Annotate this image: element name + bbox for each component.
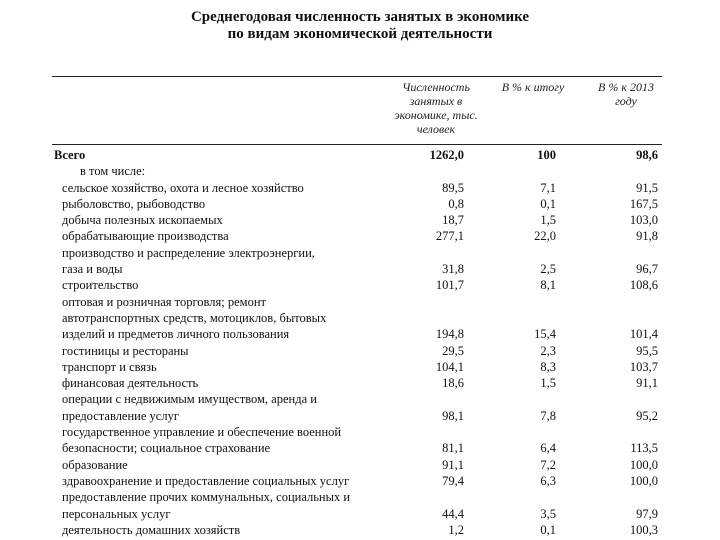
table-row [0, 163, 720, 179]
employed-cell: 1262,0 [429, 148, 464, 162]
row-label: изделий и предметов личного пользования [62, 327, 290, 342]
row-label: в том числе: [80, 164, 146, 179]
table-row [0, 343, 720, 359]
table-row [0, 440, 720, 456]
vs2013-cell: 100,0 [629, 457, 658, 472]
table-row [0, 228, 720, 244]
table-row [0, 408, 720, 424]
table-row [0, 310, 720, 326]
table-row [0, 522, 720, 538]
share-cell: 0,1 [540, 522, 556, 537]
share-cell: 7,1 [540, 180, 556, 195]
row-label: транспорт и связь [62, 359, 157, 374]
table-row [0, 245, 720, 261]
employed-cell: 89,5 [442, 180, 464, 195]
employed-cell: 0,8 [448, 196, 464, 211]
table-row [0, 326, 720, 342]
table-row [0, 277, 720, 293]
row-label: газа и воды [62, 262, 123, 277]
row-label: оптовая и розничная торговля; ремонт [62, 294, 266, 309]
row-label: безопасности; социальное страхование [62, 441, 271, 456]
row-label: строительство [62, 278, 139, 293]
table-title: Среднегодовая численность занятых в экономике [190, 9, 530, 25]
employed-cell: 98,1 [442, 408, 464, 423]
employed-cell: 104,1 [435, 359, 464, 374]
row-label: рыболовство, рыбоводство [62, 196, 206, 211]
vs2013-cell: 103,0 [629, 213, 658, 228]
employed-cell: 91,1 [442, 457, 464, 472]
vs2013-cell: 91,1 [636, 376, 658, 391]
table-row [0, 489, 720, 505]
table-row [0, 506, 720, 522]
row-label: финансовая деятельность [62, 376, 199, 391]
employed-cell: 31,8 [442, 262, 464, 277]
table-row [0, 180, 720, 196]
vs2013-cell: 113,5 [630, 441, 658, 456]
row-label: образование [62, 457, 128, 472]
vs2013-cell: 91,8 [636, 229, 658, 244]
share-cell: 0,1 [540, 196, 556, 211]
employed-cell: 44,4 [442, 506, 464, 521]
table-row [0, 473, 720, 489]
row-label: государственное управление и обеспечение военной [62, 425, 342, 440]
share-cell: 100 [537, 148, 556, 162]
table-row [0, 457, 720, 473]
employed-cell: 81,1 [442, 441, 464, 456]
vs2013-cell: 167,5 [629, 196, 658, 211]
row-label: персональных услуг [62, 506, 171, 521]
share-cell: 22,0 [534, 229, 556, 244]
vs2013-cell: 97,9 [636, 506, 658, 521]
row-label: добыча полезных ископаемых [62, 213, 223, 228]
table-row [0, 424, 720, 440]
row-label: автотранспортных средств, мотоциклов, бытовых [62, 310, 327, 325]
employed-cell: 29,5 [442, 343, 464, 358]
share-cell: 2,3 [540, 343, 556, 358]
share-cell: 3,5 [540, 506, 556, 521]
row-label: операции с недвижимым имуществом, аренда и [62, 392, 317, 407]
header-bottom-rule [52, 144, 662, 145]
employed-cell: 18,7 [442, 213, 464, 228]
share-cell: 7,8 [540, 408, 556, 423]
vs2013-cell: 95,5 [636, 343, 658, 358]
table-row [0, 391, 720, 407]
table-row [0, 196, 720, 212]
vs2013-cell: 100,0 [629, 473, 658, 488]
table-row [0, 212, 720, 228]
row-label: Всего [54, 148, 86, 162]
vs2013-cell: 96,7 [636, 262, 658, 277]
column-header-vs2013: В % к 2013 году [598, 80, 654, 108]
share-cell: 6,3 [540, 473, 556, 488]
employed-cell: 1,2 [448, 522, 464, 537]
share-cell: 15,4 [534, 327, 556, 342]
vs2013-cell: 108,6 [629, 278, 658, 293]
vs2013-cell: 103,7 [629, 359, 658, 374]
table-row [0, 359, 720, 375]
table-subtitle: по видам экономической деятельности [227, 26, 493, 42]
row-label: производство и распределение электроэнергии, [62, 245, 315, 260]
share-cell: 1,5 [540, 376, 556, 391]
header-top-rule [52, 76, 662, 77]
share-cell: 6,4 [540, 441, 556, 456]
employed-cell: 277,1 [435, 229, 464, 244]
vs2013-cell: 98,6 [636, 148, 658, 162]
table-row [0, 261, 720, 277]
data-table-body [0, 147, 720, 538]
table-row [0, 294, 720, 310]
employed-cell: 79,4 [442, 473, 464, 488]
employed-cell: 101,7 [435, 278, 464, 293]
column-header-employed: Численность занятых в экономике, тыс. человек [394, 80, 478, 136]
total-row [0, 147, 720, 163]
share-cell: 8,1 [540, 278, 556, 293]
row-label: обрабатывающие производства [62, 229, 229, 244]
employed-cell: 18,6 [442, 376, 464, 391]
row-label: предоставление прочих коммунальных, социальных и [62, 490, 351, 505]
share-cell: 1,5 [540, 213, 556, 228]
employed-cell: 194,8 [435, 327, 464, 342]
vs2013-cell: 95,2 [636, 408, 658, 423]
vs2013-cell: 91,5 [636, 180, 658, 195]
row-label: здравоохранение и предоставление социальных услуг [62, 473, 350, 488]
row-label: предоставление услуг [62, 408, 179, 423]
row-label: сельское хозяйство, охота и лесное хозяйство [62, 180, 304, 195]
vs2013-cell: 100,3 [629, 522, 658, 537]
share-cell: 8,3 [540, 359, 556, 374]
row-label: деятельность домашних хозяйств [62, 522, 241, 537]
column-header-share: В % к итогу [501, 80, 565, 94]
row-label: гостиницы и рестораны [62, 343, 189, 358]
table-row [0, 375, 720, 391]
vs2013-cell: 101,4 [629, 327, 658, 342]
share-cell: 2,5 [540, 262, 556, 277]
share-cell: 7,2 [540, 457, 556, 472]
